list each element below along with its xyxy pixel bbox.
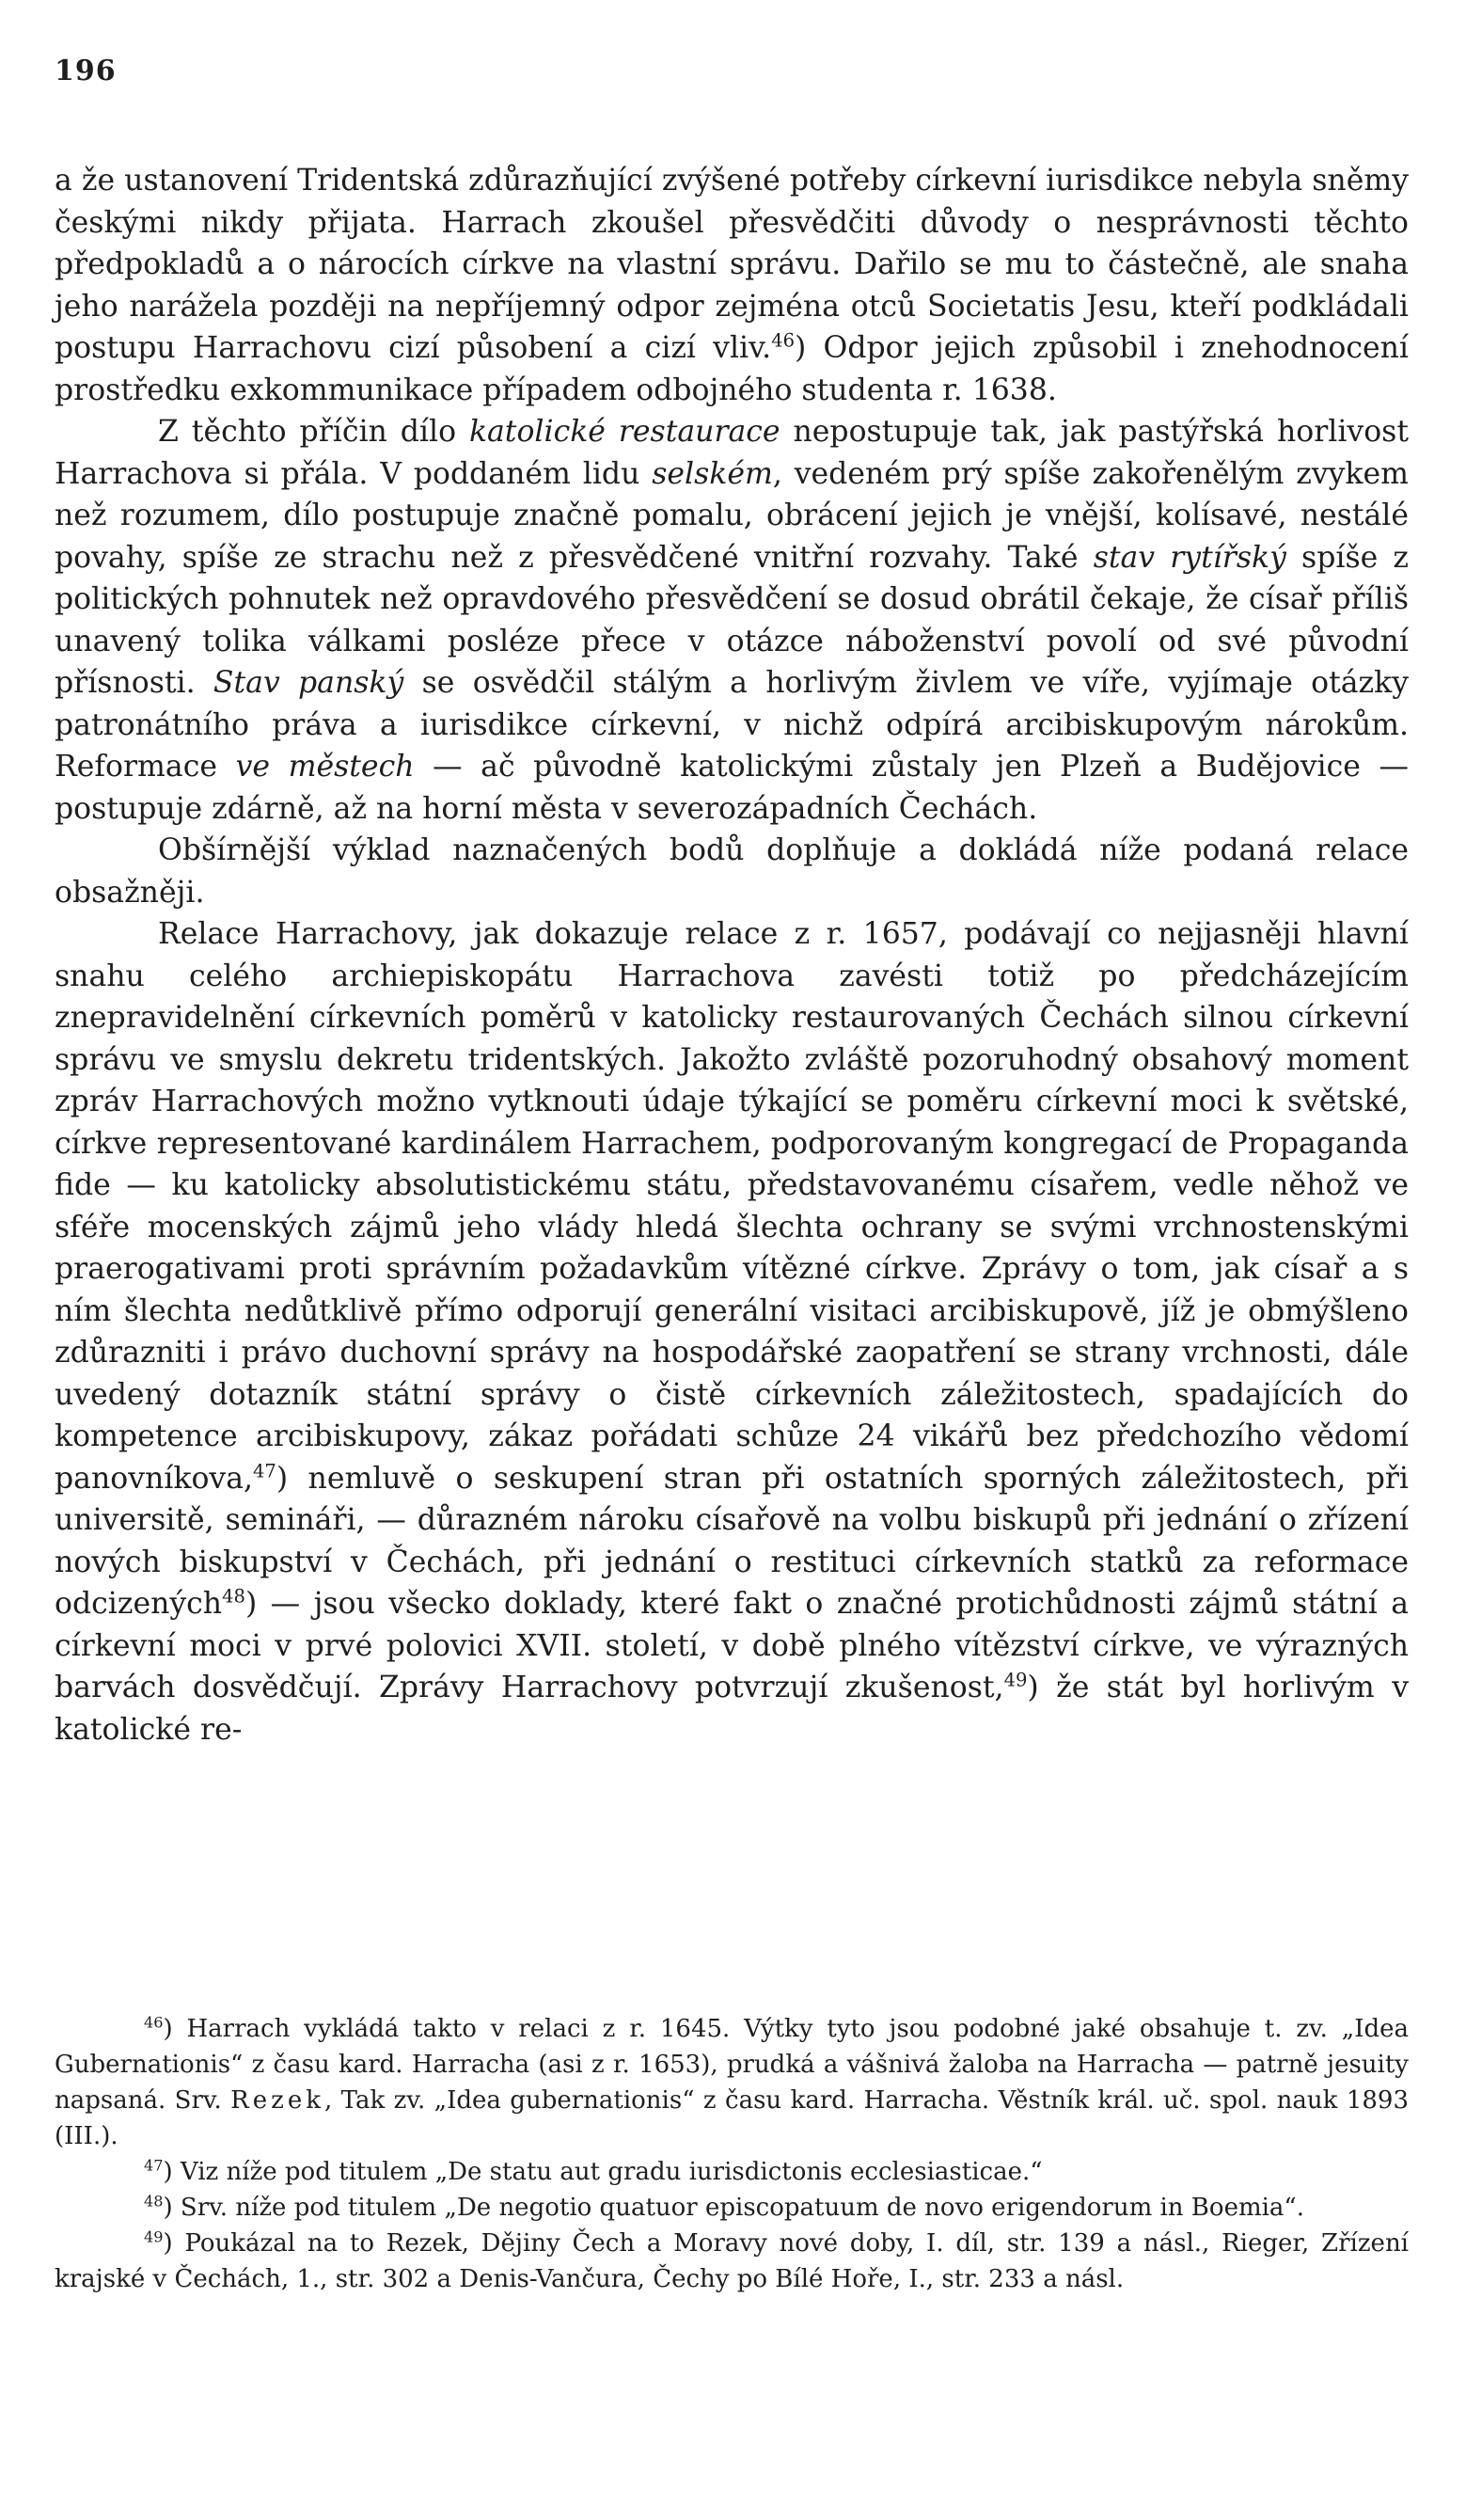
text-run: Obšírnější výklad naznačených bodů doplňuje a dokládá níže podaná relace obsažněji. [55,833,1409,910]
text-run: ) Odpor jejich způsobil i znehodnocení prostředku exkommunikace případem odbojného studenta r. 1638. [55,331,1409,407]
text-run: nepostupuje tak, jak pastýřská horlivost Harrachova si přála. V poddaném lidu [55,415,1409,491]
text-run: se osvědčil stálým a horlivým živlem ve víře, vyjímaje otázky patronátního práva a iurisdikce církevní, v nichž odpírá arcibiskupovým nárokům. Reformace [55,666,1410,784]
text-run: , vedeném prý spíše zakořenělým zvykem než rozumem, dílo postupuje značně pomalu, obrácení jejich je vnější, kolísavé, nestálé povahy, spíše ze strachu než z přesvědčené vnitřní rozvahy. Také [55,456,1409,575]
spaced-author-name: Rezek [230,2086,324,2115]
italic-term: ve městech [235,750,415,784]
italic-term: katolické restaurace [468,415,780,449]
text-run: ) nemluvě o seskupení stran při ostatních sporných záležitostech, při universitě, semináři, — důrazném nároku císařově na volbu biskupů při jednání o zřízení nových biskupství v Čechách, při jednání o restituci církevních statků za reformace odcizených [55,1461,1409,1621]
paragraph-1 [55,160,1409,411]
footnotes [55,2011,1409,2297]
footnote-ref-46: 46 [771,329,796,352]
footnote-text: , Tak zv. „Idea gubernationis“ z času kard. Harracha. Věstník král. uč. spol. nauk 1893 (III.). [55,2086,1409,2150]
italic-term: stav rytířský [1093,540,1286,575]
text-run: — ač původně katolickými zůstaly jen Plzeň a Budějovice — postupuje zdárně, až na horní města v severozápadních Čechách. [55,750,1409,826]
footnote-47 [55,2154,1409,2190]
footnote-ref-47: 47 [253,1460,276,1482]
text-run: ) že stát byl horlivým v katolické re- [55,1671,1409,1747]
footnote-mark: 47 [144,2156,164,2175]
page-number: 196 [55,55,117,87]
text-run: a že ustanovení Tridentská zdůrazňující zvýšené potřeby církevní iurisdikce nebyla sněmy českými nikdy přijata. Harrach zkoušel přesvědčiti důvody o nesprávnosti těchto předpokladů a o nárocích církve na vlastní správu. Dařilo se mu to částečně, ale snaha jeho narážela později na nepříjemný odpor zejména otců Societatis Jesu, kteří podkládali postupu Harrachovu cizí působení a cizí vliv. [55,164,1409,365]
footnote-text: ) Poukázal na to Rezek, Dějiny Čech a Moravy nové doby, I. díl, str. 139 a násl., Rieger, Zřízení krajské v Čechách, 1., str. 302 a Denis-Vančura, Čechy po Bílé Hoře, I., str. 233 a násl. [55,2229,1409,2293]
footnote-mark: 49 [144,2227,164,2246]
footnote-ref-49: 49 [1003,1669,1028,1691]
footnote-mark: 48 [144,2192,164,2211]
footnote-ref-48: 48 [222,1585,245,1608]
italic-term: selském [652,456,773,491]
main-text [55,160,1409,1751]
paragraph-4 [55,913,1409,1751]
paragraph-2 [55,411,1409,830]
footnote-46 [55,2011,1409,2154]
footnote-text: ) Viz níže pod titulem „De statu aut gradu iurisdictonis ecclesiasticae.“ [163,2158,1043,2186]
text-run: Z těchto příčin dílo [158,415,469,449]
footnote-text: ) Harrach vykládá takto v relaci z r. 1645. Výtky tyto jsou podobné jaké obsahuje t. zv. „Idea Gubernationis“ z času kard. Harracha (asi z r. 1653), prudká a vášnivá žaloba na Harracha — patrně jesuity napsaná. Srv. [55,2015,1409,2115]
footnote-text: ) Srv. níže pod titulem „De negotio quatuor episcopatuum de novo erigendorum in Boemia“. [163,2194,1304,2222]
footnote-49 [55,2226,1409,2297]
text-run: ) — jsou všecko doklady, které fakt o značné protichůdnosti zájmů státní a církevní moci v prvé polovici XVII. století, v době plného vítězství církve, ve výrazných barvách dosvědčují. Zprávy Harrachovy potvrzují zkušenost, [55,1587,1409,1704]
paragraph-3 [55,830,1409,913]
text-run: Relace Harrachovy, jak dokazuje relace z r. 1657, podávají co nejjasněji hlavní snahu celého archiepiskopátu Harrachova zavésti totiž po předcházejícím znepravidelnění církevních poměrů v katolicky restaurovaných Čechách silnou církevní správu ve smyslu dekretu tridentských. Jakožto zvláště pozoruhodný obsahový moment zpráv Harrachových možno vytknouti údaje týkající se poměru církevní moci k světské, církve representované kardinálem Harrachem, podporovaným kongregací de Propaganda fide — ku katolicky absolutistickému státu, představovanému císařem, vedle něhož ve sféře mocenských zájmů jeho vlády hledá šlechta ochrany se svými vrchnostenskými praerogativami proti správním požadavkům vítězné církve. Zprávy o tom, jak císař a s ním šlechta nedůtklivě přímo odporují generální visitaci arcibiskupově, jíž je obmýšleno zdůrazniti i právo duchovní správy na hospodářské zaopatření se strany vrchnosti, dále uvedený dotazník státní správy o čistě církevních záležitostech, spadajících do kompetence arcibiskupovy, zákaz pořádati schůze 24 vikářů bez předchozího vědomí panovníkova, [55,917,1409,1496]
footnote-48 [55,2190,1409,2226]
text-run: spíše z politických pohnutek než opravdového přesvědčení se dosud obrátil čekaje, že císař příliš unavený tolika válkami posléze přece v otázce náboženství povolí od své původní přísnosti. [55,540,1409,700]
footnote-mark: 46 [144,2013,164,2032]
italic-term: Stav panský [213,666,404,700]
